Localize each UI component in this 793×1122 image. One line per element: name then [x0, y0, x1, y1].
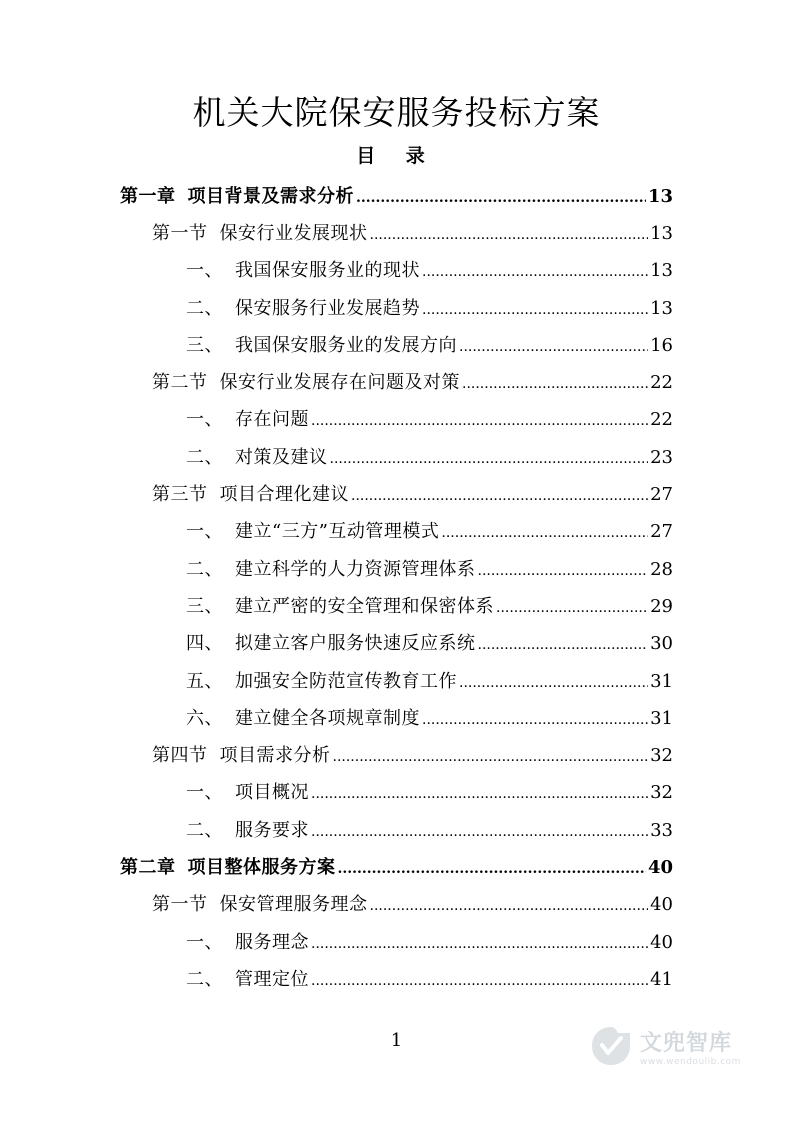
toc-entry-number: 二、 — [186, 819, 223, 841]
toc-entry-page: 31 — [650, 707, 673, 729]
toc-entry[interactable] — [0, 176, 793, 213]
toc-dot-leader — [311, 786, 648, 802]
toc-entry-label — [186, 667, 457, 693]
toc-entry-text: 项目合理化建议 — [219, 484, 349, 506]
toc-dot-leader — [311, 413, 648, 429]
toc-dot-leader — [462, 376, 648, 392]
toc-entry-text: 建立健全各项规章制度 — [235, 707, 420, 729]
toc-entry-number: 一、 — [186, 782, 223, 804]
page-number: 1 — [390, 1030, 403, 1051]
watermark-name: 文兜智库 — [640, 1030, 733, 1056]
toc-entry-page: 32 — [650, 745, 673, 767]
toc-entry-number: 二、 — [186, 968, 223, 990]
toc-entry-number: 一、 — [186, 521, 223, 543]
toc-entry[interactable] — [0, 549, 793, 586]
watermark-url: www.wendoulib.com — [640, 1056, 741, 1067]
toc-entry[interactable] — [0, 847, 793, 884]
toc-entry-page: 16 — [650, 334, 673, 356]
toc-entry-label — [152, 741, 331, 767]
toc-entry-number: 二、 — [186, 558, 223, 580]
toc-entry-label — [186, 405, 309, 431]
toc-entry-number: 第一节 — [152, 894, 208, 916]
toc-entry-number: 三、 — [186, 595, 223, 617]
toc-entry-label — [120, 853, 336, 879]
toc-entry[interactable] — [0, 773, 793, 810]
toc-entry-page: 32 — [650, 782, 673, 804]
toc-entry-label — [186, 517, 439, 543]
toc-entry-label — [152, 480, 349, 506]
toc-entry-number: 五、 — [186, 670, 223, 692]
toc-dot-leader — [311, 936, 648, 952]
toc-entry-page: 40 — [650, 931, 673, 953]
toc-dot-leader — [496, 600, 648, 616]
toc-entry[interactable] — [0, 959, 793, 996]
toc-entry-number: 三、 — [186, 334, 223, 356]
toc-entry-label — [186, 629, 476, 655]
toc-entry[interactable] — [0, 251, 793, 288]
toc-entry[interactable] — [0, 512, 793, 549]
toc-heading: 目 录 — [356, 145, 437, 167]
toc-dot-leader — [441, 525, 648, 541]
toc-entry-label — [186, 965, 309, 991]
toc-entry-page: 13 — [650, 260, 673, 282]
toc-entry-page: 40 — [647, 856, 673, 878]
toc-entry-number: 一、 — [186, 931, 223, 953]
toc-entry-page: 13 — [647, 185, 673, 207]
toc-entry[interactable] — [0, 437, 793, 474]
table-of-contents — [0, 176, 793, 997]
toc-entry[interactable] — [0, 661, 793, 698]
toc-dot-leader — [311, 973, 648, 989]
toc-entry-text: 建立严密的安全管理和保密体系 — [235, 595, 494, 617]
toc-dot-leader — [459, 675, 648, 691]
toc-dot-leader — [422, 712, 648, 728]
toc-entry-page: 22 — [650, 372, 673, 394]
toc-entry-page: 27 — [650, 521, 673, 543]
toc-entry-text: 建立科学的人力资源管理体系 — [235, 558, 476, 580]
toc-entry-number: 第二节 — [152, 372, 208, 394]
toc-entry[interactable] — [0, 922, 793, 959]
toc-entry-label — [152, 368, 460, 394]
toc-entry[interactable] — [0, 213, 793, 250]
toc-entry-label — [186, 778, 309, 804]
toc-entry[interactable] — [0, 810, 793, 847]
document-title: 机关大院保安服务投标方案 — [192, 93, 601, 132]
toc-dot-leader — [351, 488, 648, 504]
toc-entry-number: 第一节 — [152, 222, 208, 244]
toc-entry-label — [186, 256, 420, 282]
toc-entry-text: 项目整体服务方案 — [187, 856, 336, 878]
toc-entry-text: 建立“三方”互动管理模式 — [235, 521, 440, 543]
wendou-logo-icon — [588, 1023, 634, 1069]
toc-entry-page: 27 — [650, 484, 673, 506]
toc-entry-number: 二、 — [186, 297, 223, 319]
toc-entry-text: 保安行业发展存在问题及对策 — [219, 372, 460, 394]
toc-dot-leader — [478, 563, 649, 579]
toc-dot-leader — [478, 637, 649, 653]
toc-entry[interactable] — [0, 400, 793, 437]
toc-entry[interactable] — [0, 288, 793, 325]
toc-entry-text: 拟建立客户服务快速反应系统 — [235, 633, 476, 655]
toc-entry-text: 项目需求分析 — [219, 745, 331, 767]
toc-entry[interactable] — [0, 624, 793, 661]
toc-entry-number: 第三节 — [152, 484, 208, 506]
toc-entry-text: 我国保安服务业的发展方向 — [235, 334, 457, 356]
toc-entry-number: 第一章 — [120, 185, 176, 207]
toc-entry-number: 第二章 — [120, 856, 176, 878]
toc-dot-leader — [422, 302, 648, 318]
toc-entry-label — [120, 182, 354, 208]
toc-entry[interactable] — [0, 325, 793, 362]
toc-entry-text: 服务要求 — [235, 819, 309, 841]
toc-entry-text: 管理定位 — [235, 968, 309, 990]
toc-entry-page: 28 — [650, 558, 673, 580]
toc-entry-text: 保安管理服务理念 — [219, 894, 368, 916]
toc-entry-label — [152, 219, 368, 245]
toc-entry-page: 13 — [650, 297, 673, 319]
toc-entry-label — [186, 816, 309, 842]
toc-entry-number: 第四节 — [152, 745, 208, 767]
toc-entry-text: 加强安全防范宣传教育工作 — [235, 670, 457, 692]
toc-dot-leader — [333, 749, 649, 765]
toc-entry-page: 29 — [650, 595, 673, 617]
toc-entry-label — [186, 592, 494, 618]
toc-entry[interactable] — [0, 586, 793, 623]
toc-dot-leader — [459, 339, 648, 355]
toc-entry[interactable] — [0, 362, 793, 399]
toc-entry-number: 二、 — [186, 446, 223, 468]
toc-entry-page: 33 — [650, 819, 673, 841]
toc-dot-leader — [422, 264, 648, 280]
toc-entry-label — [186, 555, 476, 581]
toc-entry-page: 13 — [650, 222, 673, 244]
toc-entry-page: 31 — [650, 670, 673, 692]
toc-entry-text: 存在问题 — [235, 409, 309, 431]
toc-entry-text: 项目背景及需求分析 — [187, 185, 354, 207]
toc-dot-leader — [370, 898, 649, 914]
toc-entry-label — [186, 294, 420, 320]
toc-dot-leader — [330, 451, 649, 467]
toc-entry-text: 项目概况 — [235, 782, 309, 804]
toc-entry-text: 服务理念 — [235, 931, 309, 953]
toc-entry-text: 保安行业发展现状 — [219, 222, 368, 244]
toc-entry-page: 30 — [650, 633, 673, 655]
toc-entry-page: 22 — [650, 409, 673, 431]
toc-entry-text: 我国保安服务业的现状 — [235, 260, 420, 282]
toc-entry-page: 41 — [650, 968, 673, 990]
toc-entry-number: 一、 — [186, 260, 223, 282]
toc-entry-number: 四、 — [186, 633, 223, 655]
toc-entry-page: 40 — [650, 894, 673, 916]
toc-entry-label — [186, 704, 420, 730]
toc-entry-text: 保安服务行业发展趋势 — [235, 297, 420, 319]
toc-entry[interactable] — [0, 885, 793, 922]
toc-dot-leader — [356, 190, 646, 206]
toc-dot-leader — [311, 824, 648, 840]
toc-entry-number: 一、 — [186, 409, 223, 431]
toc-entry-label — [186, 443, 328, 469]
toc-entry[interactable] — [0, 698, 793, 735]
toc-entry[interactable] — [0, 474, 793, 511]
toc-entry-label — [186, 928, 309, 954]
watermark — [588, 1018, 758, 1074]
toc-entry-text: 对策及建议 — [235, 446, 328, 468]
toc-entry-page: 23 — [650, 446, 673, 468]
toc-entry-label — [186, 331, 457, 357]
toc-dot-leader — [338, 861, 646, 877]
toc-entry-number: 六、 — [186, 707, 223, 729]
toc-entry[interactable] — [0, 735, 793, 772]
toc-entry-label — [152, 890, 368, 916]
toc-dot-leader — [370, 227, 649, 243]
